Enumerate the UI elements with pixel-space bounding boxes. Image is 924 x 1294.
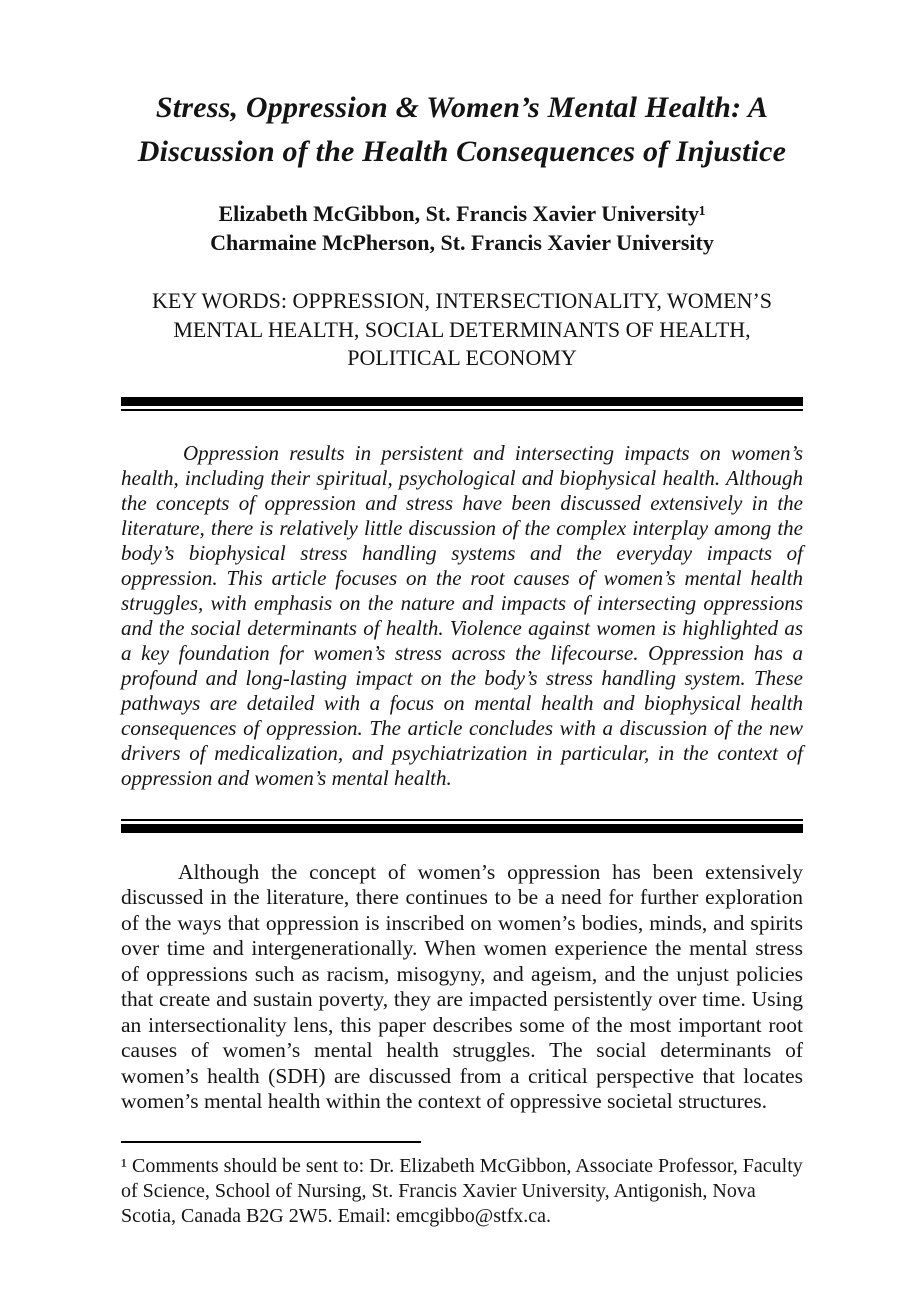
divider-rule-bottom [121,819,803,833]
author-line-1: Elizabeth McGibbon, St. Francis Xavier University¹ [218,201,706,226]
keywords-block: KEY WORDS: OPPRESSION, INTERSECTIONALITY, WOMEN’S MENTAL HEALTH, SOCIAL DETERMINANTS OF HEALTH, POLITICAL ECONOMY [151,288,773,371]
abstract-paragraph: Oppression results in persistent and intersecting impacts on women’s health, including their spiritual, psychological and biophysical health. Although the concepts of oppression and stress have been discussed extensively in the literature, there is relatively little discussion of the complex interplay among the body’s biophysical stress handling systems and the everyday impacts of oppression. This article focuses on the root causes of women’s mental health struggles, with emphasis on the nature and impacts of intersecting oppressions and the social determinants of health. Violence against women is highlighted as a key foundation for women’s stress across the lifecourse. Oppression has a profound and long-lasting impact on the body’s stress handling system. These pathways are detailed with a focus on mental health and biophysical health consequences of oppression. The article concludes with a discussion of the new drivers of medicalization, and psychiatrization in particular, in the context of oppression and women’s mental health. [121,440,803,790]
divider-thick-bar [121,397,803,406]
divider-thick-bar [121,824,803,833]
divider-rule-top [121,397,803,411]
author-line-2: Charmaine McPherson, St. Francis Xavier University [210,230,714,256]
divider-thin-line [121,409,803,411]
footnote-separator [121,1141,421,1143]
divider-thin-line [121,819,803,821]
text-column [121,0,803,1229]
body-paragraph: Although the concept of women’s oppression has been extensively discussed in the literature, there continues to be a need for further exploration of the ways that oppression is inscribed on women’s bodies, minds, and spirits over time and intergenerationally. When women experience the mental stress of oppressions such as racism, misogyny, and ageism, and the unjust policies that create and sustain poverty, they are impacted persistently over time. Using an intersectionality lens, this paper describes some of the most important root causes of women’s mental health struggles. The social determinants of women’s health (SDH) are discussed from a critical perspective that locates women’s mental health within the context of oppressive societal structures. [121,859,803,1114]
author-block [121,199,803,257]
article-title: Stress, Oppression & Women’s Mental Health: A Discussion of the Health Consequences of Injustice [137,91,787,168]
footnote-text: ¹ Comments should be sent to: Dr. Elizabeth McGibbon, Associate Professor, Faculty of Science, School of Nursing, St. Francis Xavier University, Antigonish, Nova Scotia, Canada B2G 2W5. Email: emcgibbo@stfx.ca. [121,1154,803,1227]
